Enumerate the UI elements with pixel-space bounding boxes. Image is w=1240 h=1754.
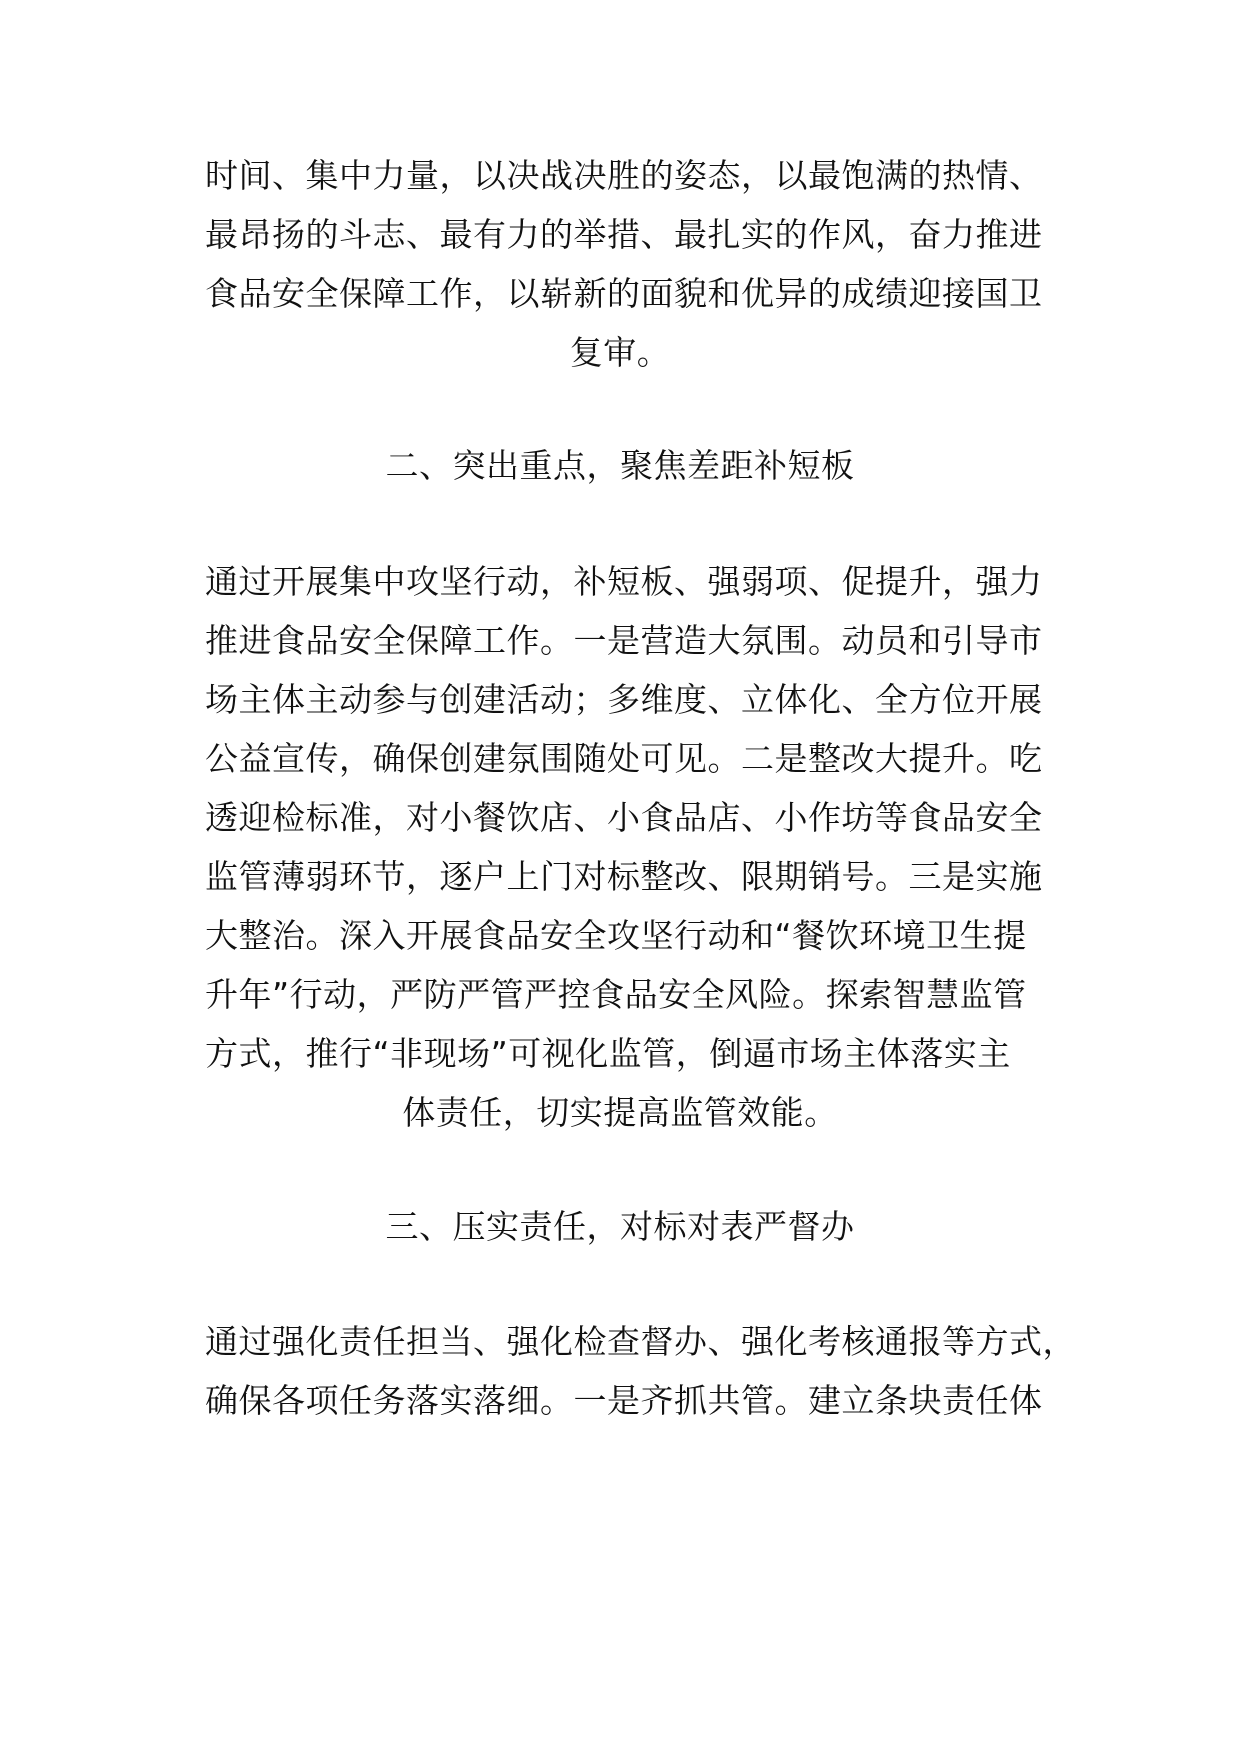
- section-heading-2: 二、突出重点，聚焦差距补短板: [385, 446, 855, 485]
- section-heading-3: 三、压实责任，对标对表严督办: [385, 1207, 855, 1246]
- paragraph-2-line-9: 方式，推行“非现场”可视化监管，倒逼市场主体落实主: [205, 1034, 1011, 1073]
- paragraph-2-line-4: 公益宣传，确保创建氛围随处可见。二是整改大提升。吃: [205, 739, 1043, 778]
- paragraph-2-line-6: 监管薄弱环节，逐户上门对标整改、限期销号。三是实施: [205, 857, 1043, 896]
- paragraph-2-line-8: 升年”行动，严防严管严控食品安全风险。探索智慧监管: [205, 975, 1027, 1014]
- paragraph-2-line-2: 推进食品安全保障工作。一是营造大氛围。动员和引导市: [205, 621, 1043, 660]
- paragraph-2-line-3: 场主体主动参与创建活动；多维度、立体化、全方位开展: [205, 680, 1043, 719]
- paragraph-1-line-2: 最昂扬的斗志、最有力的举措、最扎实的作风，奋力推进: [205, 215, 1043, 254]
- paragraph-3-line-1: 通过强化责任担当、强化检查督办、强化考核通报等方式，: [205, 1322, 1076, 1361]
- paragraph-1-line-3: 食品安全保障工作，以崭新的面貌和优异的成绩迎接国卫: [205, 274, 1043, 313]
- paragraph-1-line-4: 复审。: [569, 333, 671, 372]
- paragraph-3-line-2: 确保各项任务落实落细。一是齐抓共管。建立条块责任体: [205, 1381, 1043, 1420]
- paragraph-1-line-1: 时间、集中力量，以决战决胜的姿态，以最饱满的热情、: [205, 156, 1043, 195]
- paragraph-2-line-1: 通过开展集中攻坚行动，补短板、强弱项、促提升，强力: [205, 562, 1043, 601]
- paragraph-2-line-7: 大整治。深入开展食品安全攻坚行动和“餐饮环境卫生提: [205, 916, 1027, 955]
- paragraph-2-line-10: 体责任，切实提高监管效能。: [402, 1093, 838, 1132]
- paragraph-2-line-5: 透迎检标准，对小餐饮店、小食品店、小作坊等食品安全: [205, 798, 1043, 837]
